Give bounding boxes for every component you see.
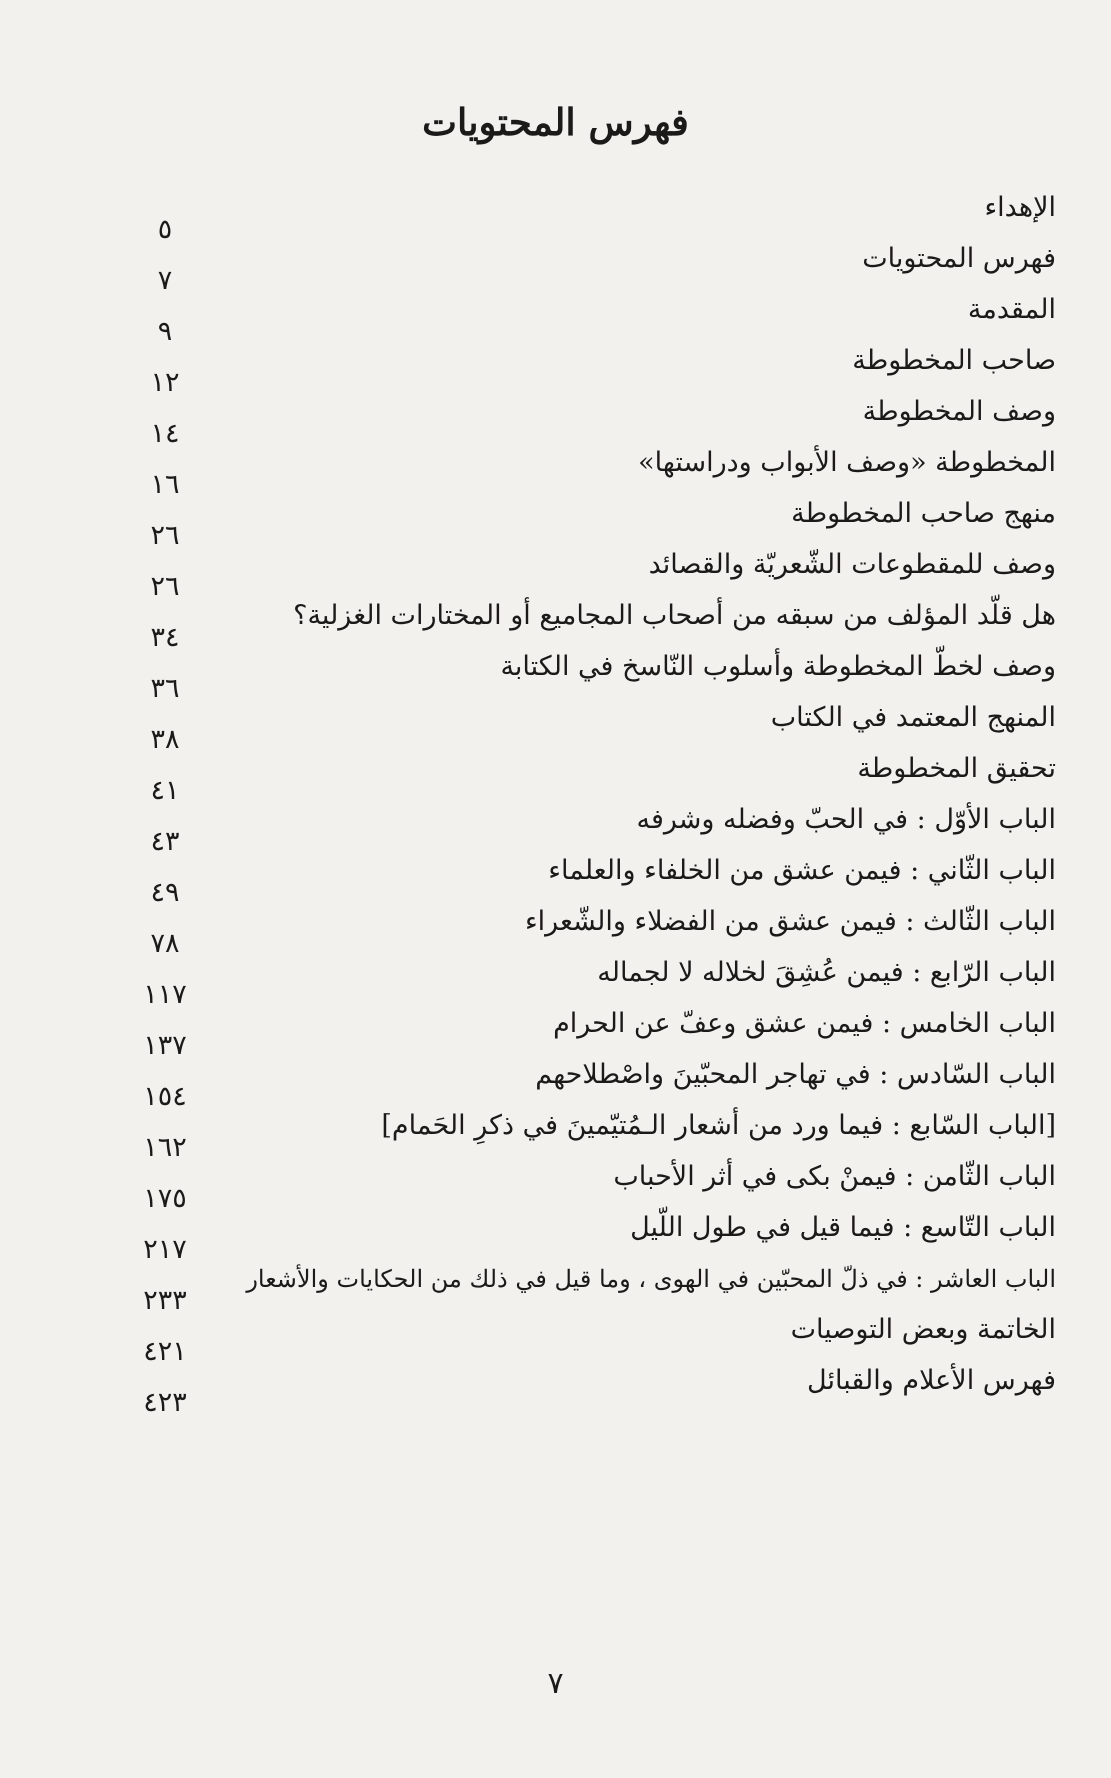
toc-entry-page: ١٧٥ xyxy=(143,1183,187,1214)
toc-entry-title: وصف لخطّ المخطوطة وأسلوب النّاسخ في الكتابة xyxy=(500,651,1056,682)
toc-entry-page: ٤٩ xyxy=(150,877,180,908)
toc-entry-title: الإهداء xyxy=(984,192,1056,223)
toc-entry-title: المخطوطة «وصف الأبواب ودراستها» xyxy=(638,447,1056,478)
toc-entry-title: الخاتمة وبعض التوصيات xyxy=(790,1314,1056,1345)
toc-entry-title: فهرس المحتويات xyxy=(862,243,1056,274)
toc-entry xyxy=(0,854,1111,911)
toc-entry-title: صاحب المخطوطة xyxy=(852,345,1056,376)
toc-entry xyxy=(0,497,1111,554)
toc-entry xyxy=(0,956,1111,1013)
toc-entry xyxy=(0,548,1111,605)
toc-entry-title: [الباب السّابع : فيما ورد من أشعار الـمُتيّمينَ في ذكرِ الحَمام] xyxy=(381,1110,1056,1141)
toc-entry xyxy=(0,1364,1111,1421)
toc-entry-page: ٤٣ xyxy=(150,826,180,857)
toc-entry-page: ٣٨ xyxy=(150,724,180,755)
toc-entry-page: ٢٦ xyxy=(150,520,180,551)
toc-entry xyxy=(0,293,1111,350)
toc-entry-title: تحقيق المخطوطة xyxy=(857,753,1056,784)
toc-entry-title: الباب السّادس : في تهاجر المحبّينَ واصْطلاحهم xyxy=(535,1059,1056,1090)
toc-entry-page: ٥ xyxy=(157,214,173,245)
toc-entry-title: المقدمة xyxy=(967,294,1056,325)
toc-entry-title: الباب التّاسع : فيما قيل في طول اللّيل xyxy=(630,1212,1056,1243)
toc-entry-page: ٢١٧ xyxy=(143,1234,187,1265)
toc-entry-page: ١٣٧ xyxy=(143,1030,187,1061)
toc-entry-page: ١٥٤ xyxy=(143,1081,187,1112)
toc-entry-page: ٣٤ xyxy=(150,622,180,653)
toc-entry xyxy=(0,395,1111,452)
toc-entry-page: ٩ xyxy=(157,316,173,347)
toc-entry-page: ٣٦ xyxy=(150,673,180,704)
toc-entry xyxy=(0,1211,1111,1268)
toc-entry-title: منهج صاحب المخطوطة xyxy=(791,498,1056,529)
toc-entry-page: ١٤ xyxy=(150,418,180,449)
toc-entry-page: ٧٨ xyxy=(150,928,180,959)
toc-entry-title: الباب الثّامن : فيمنْ بكى في أثر الأحباب xyxy=(613,1161,1056,1192)
toc-entry xyxy=(0,242,1111,299)
toc-entry-page: ١٦٢ xyxy=(143,1132,187,1163)
toc-entry xyxy=(0,446,1111,503)
toc-entry xyxy=(0,1058,1111,1115)
toc-entry-page: ٢٦ xyxy=(150,571,180,602)
toc-entry-page: ١١٧ xyxy=(143,979,187,1010)
toc-entry xyxy=(0,1007,1111,1064)
toc-entry xyxy=(0,701,1111,758)
toc-entry-title: المنهج المعتمد في الكتاب xyxy=(770,702,1056,733)
toc-entry-title: الباب الأوّل : في الحبّ وفضله وشرفه xyxy=(636,804,1056,835)
toc-entry xyxy=(0,752,1111,809)
toc-entry-page: ٢٣٣ xyxy=(143,1285,187,1316)
toc-entry-page: ٧ xyxy=(157,265,173,296)
toc-entry-title: وصف المخطوطة xyxy=(862,396,1056,427)
toc-entry-page: ٤١ xyxy=(150,775,180,806)
toc-entry-title: الباب الرّابع : فيمن عُشِقَ لخلاله لا لجماله xyxy=(597,957,1056,988)
toc-entry xyxy=(0,1313,1111,1370)
toc-entry xyxy=(0,650,1111,707)
toc-entry-title: الباب الثّاني : فيمن عشق من الخلفاء والعلماء xyxy=(548,855,1056,886)
toc-entry xyxy=(0,1262,1111,1319)
toc-entry-title: وصف للمقطوعات الشّعريّة والقصائد xyxy=(648,549,1056,580)
toc-entry-page: ٤٢١ xyxy=(143,1336,187,1367)
toc-entry xyxy=(0,803,1111,860)
page-number: ٧ xyxy=(547,1666,564,1701)
toc-entry xyxy=(0,344,1111,401)
toc-entry-title: الباب الثّالث : فيمن عشق من الفضلاء والشّعراء xyxy=(524,906,1056,937)
toc-entry-title: هل قلّد المؤلف من سبقه من أصحاب المجاميع أو المختارات الغزلية؟ xyxy=(293,600,1056,631)
toc-entry xyxy=(0,1109,1111,1166)
toc-entry-title: الباب الخامس : فيمن عشق وعفّ عن الحرام xyxy=(553,1008,1056,1039)
toc-entry xyxy=(0,1160,1111,1217)
toc-entry xyxy=(0,905,1111,962)
toc-entry-title: فهرس الأعلام والقبائل xyxy=(807,1365,1056,1396)
toc-entry-page: ١٢ xyxy=(150,367,180,398)
toc-entry-page: ١٦ xyxy=(150,469,180,500)
page-title: فهرس المحتويات xyxy=(422,100,689,144)
toc-entry xyxy=(0,191,1111,248)
toc-entry-title: الباب العاشر : في ذلّ المحبّين في الهوى ، وما قيل في ذلك من الحكايات والأشعار xyxy=(246,1265,1056,1293)
toc-entry-page: ٤٢٣ xyxy=(143,1387,187,1418)
toc-entry xyxy=(0,599,1111,656)
